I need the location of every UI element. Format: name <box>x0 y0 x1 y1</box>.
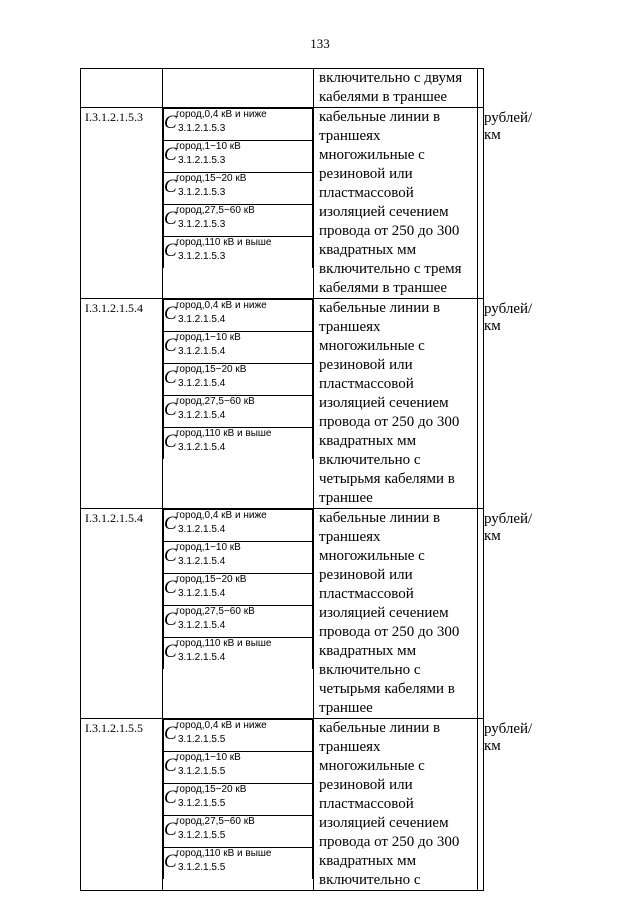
description-cell: кабельные линии в траншеях многожильные с резиновой или пластмассовой изоляцией сечением провода от 250 до 300 квадратных мм включительно с четырьмя кабелями в траншее <box>314 299 478 509</box>
formula-row <box>164 752 313 784</box>
formula-subscript: 3.1.2.1.5.4 <box>178 410 226 421</box>
description-cell: кабельные линии в траншеях многожильные с резиновой или пластмассовой изоляцией сечением провода от 250 до 300 квадратных мм включительно с <box>314 719 478 891</box>
formula-superscript: город,0,4 кВ и ниже <box>176 720 267 731</box>
cost-formula <box>164 332 294 358</box>
cost-formula <box>164 816 294 842</box>
formula-row <box>164 510 313 542</box>
formula-row <box>164 428 313 460</box>
tariff-table <box>80 68 533 891</box>
formula-row <box>164 784 313 816</box>
formula-subscript: 3.1.2.1.5.3 <box>178 187 226 198</box>
cost-formula <box>164 542 294 568</box>
formula-superscript: город,110 кВ и выше <box>176 848 272 859</box>
table-row <box>81 719 484 891</box>
formula-symbol: C <box>164 819 177 840</box>
formula-row <box>164 542 313 574</box>
formula-cell <box>163 299 314 509</box>
cost-formula <box>164 638 294 664</box>
formula-subscript: 3.1.2.1.5.4 <box>178 442 226 453</box>
formula-subscript: 3.1.2.1.5.5 <box>178 766 226 777</box>
formula-subscript: 3.1.2.1.5.4 <box>178 524 226 535</box>
description-cell: включительно с двумя кабелями в траншее <box>314 69 478 108</box>
formula-superscript: город,15−20 кВ <box>176 173 247 184</box>
formula-superscript: город,15−20 кВ <box>176 364 247 375</box>
formula-subscript: 3.1.2.1.5.3 <box>178 219 226 230</box>
formula-subscript: 3.1.2.1.5.4 <box>178 378 226 389</box>
formula-subscript: 3.1.2.1.5.5 <box>178 734 226 745</box>
formula-superscript: город,0,4 кВ и ниже <box>176 300 267 311</box>
table-row <box>81 108 484 299</box>
formula-row <box>164 574 313 606</box>
formula-row <box>164 638 313 670</box>
formula-symbol: C <box>164 431 177 452</box>
formula-subscript: 3.1.2.1.5.3 <box>178 123 226 134</box>
formula-superscript: город,27,5−60 кВ <box>176 606 255 617</box>
formula-subscript: 3.1.2.1.5.5 <box>178 862 226 873</box>
formula-cell <box>163 69 314 108</box>
unit-cell: рублей/км <box>478 719 484 891</box>
formula-superscript: город,27,5−60 кВ <box>176 205 255 216</box>
table-row-continuation <box>81 69 484 108</box>
formula-row <box>164 300 313 332</box>
formula-superscript: город,110 кВ и выше <box>176 638 272 649</box>
formula-row <box>164 141 313 173</box>
formula-symbol: C <box>164 335 177 356</box>
formula-superscript: город,27,5−60 кВ <box>176 396 255 407</box>
formula-superscript: город,0,4 кВ и ниже <box>176 510 267 521</box>
cost-formula <box>164 173 294 199</box>
formula-subscript: 3.1.2.1.5.4 <box>178 314 226 325</box>
formula-subscript: 3.1.2.1.5.4 <box>178 346 226 357</box>
formula-superscript: город,1−10 кВ <box>176 332 241 343</box>
formula-symbol: C <box>164 513 177 534</box>
formula-superscript: город,1−10 кВ <box>176 141 241 152</box>
formula-symbol: C <box>164 176 177 197</box>
cost-formula <box>164 396 294 422</box>
formula-row <box>164 720 313 752</box>
formula-symbol: C <box>164 641 177 662</box>
formula-subscript: 3.1.2.1.5.4 <box>178 556 226 567</box>
formula-symbol: C <box>164 112 177 133</box>
formula-superscript: город,27,5−60 кВ <box>176 816 255 827</box>
unit-cell: рублей/км <box>478 299 484 509</box>
cost-formula <box>164 784 294 810</box>
cost-formula <box>164 205 294 231</box>
formula-symbol: C <box>164 399 177 420</box>
formula-symbol: C <box>164 787 177 808</box>
code-cell: I.3.1.2.1.5.4 <box>81 299 163 509</box>
formula-subscript: 3.1.2.1.5.3 <box>178 155 226 166</box>
cost-formula <box>164 364 294 390</box>
cost-formula <box>164 141 294 167</box>
formula-row <box>164 816 313 848</box>
page-number: 133 <box>310 36 330 51</box>
formula-symbol: C <box>164 755 177 776</box>
unit-cell: рублей/км <box>478 108 484 299</box>
description-cell: кабельные линии в траншеях многожильные с резиновой или пластмассовой изоляцией сечением провода от 250 до 300 квадратных мм включительно с четырьмя кабелями в траншее <box>314 509 478 719</box>
code-cell: I.3.1.2.1.5.4 <box>81 509 163 719</box>
description-cell: кабельные линии в траншеях многожильные с резиновой или пластмассовой изоляцией сечением провода от 250 до 300 квадратных мм включительно с тремя кабелями в траншее <box>314 108 478 299</box>
cost-formula <box>164 237 294 263</box>
formula-symbol: C <box>164 303 177 324</box>
formula-cell <box>163 509 314 719</box>
cost-formula <box>164 606 294 632</box>
table-row <box>81 509 484 719</box>
formula-superscript: город,1−10 кВ <box>176 542 241 553</box>
cost-formula <box>164 720 294 746</box>
formula-symbol: C <box>164 144 177 165</box>
formula-superscript: город,110 кВ и выше <box>176 237 272 248</box>
formula-subscript: 3.1.2.1.5.4 <box>178 652 226 663</box>
code-cell: I.3.1.2.1.5.3 <box>81 108 163 299</box>
formula-symbol: C <box>164 545 177 566</box>
formula-cell <box>163 719 314 891</box>
table-row <box>81 299 484 509</box>
formula-cell <box>163 108 314 299</box>
formula-subscript: 3.1.2.1.5.4 <box>178 620 226 631</box>
formula-subscript: 3.1.2.1.5.5 <box>178 830 226 841</box>
formula-superscript: город,15−20 кВ <box>176 574 247 585</box>
cost-formula <box>164 574 294 600</box>
formula-superscript: город,0,4 кВ и ниже <box>176 109 267 120</box>
formula-symbol: C <box>164 367 177 388</box>
unit-cell: рублей/км <box>478 509 484 719</box>
formula-symbol: C <box>164 208 177 229</box>
formula-row <box>164 332 313 364</box>
formula-row <box>164 848 313 880</box>
cost-formula <box>164 510 294 536</box>
cost-formula <box>164 300 294 326</box>
formula-row <box>164 396 313 428</box>
formula-superscript: город,15−20 кВ <box>176 784 247 795</box>
unit-cell <box>478 69 484 108</box>
formula-row <box>164 205 313 237</box>
formula-row <box>164 364 313 396</box>
formula-row <box>164 237 313 269</box>
formula-superscript: город,110 кВ и выше <box>176 428 272 439</box>
formula-symbol: C <box>164 609 177 630</box>
formula-symbol: C <box>164 577 177 598</box>
formula-subscript: 3.1.2.1.5.3 <box>178 251 226 262</box>
cost-formula <box>164 428 294 454</box>
formula-row <box>164 606 313 638</box>
formula-symbol: C <box>164 851 177 872</box>
formula-row <box>164 109 313 141</box>
cost-formula <box>164 752 294 778</box>
formula-subscript: 3.1.2.1.5.4 <box>178 588 226 599</box>
cost-formula <box>164 848 294 874</box>
code-cell <box>81 69 163 108</box>
formula-symbol: C <box>164 240 177 261</box>
formula-row <box>164 173 313 205</box>
code-cell: I.3.1.2.1.5.5 <box>81 719 163 891</box>
formula-subscript: 3.1.2.1.5.5 <box>178 798 226 809</box>
cost-formula <box>164 109 294 135</box>
formula-superscript: город,1−10 кВ <box>176 752 241 763</box>
formula-symbol: C <box>164 723 177 744</box>
